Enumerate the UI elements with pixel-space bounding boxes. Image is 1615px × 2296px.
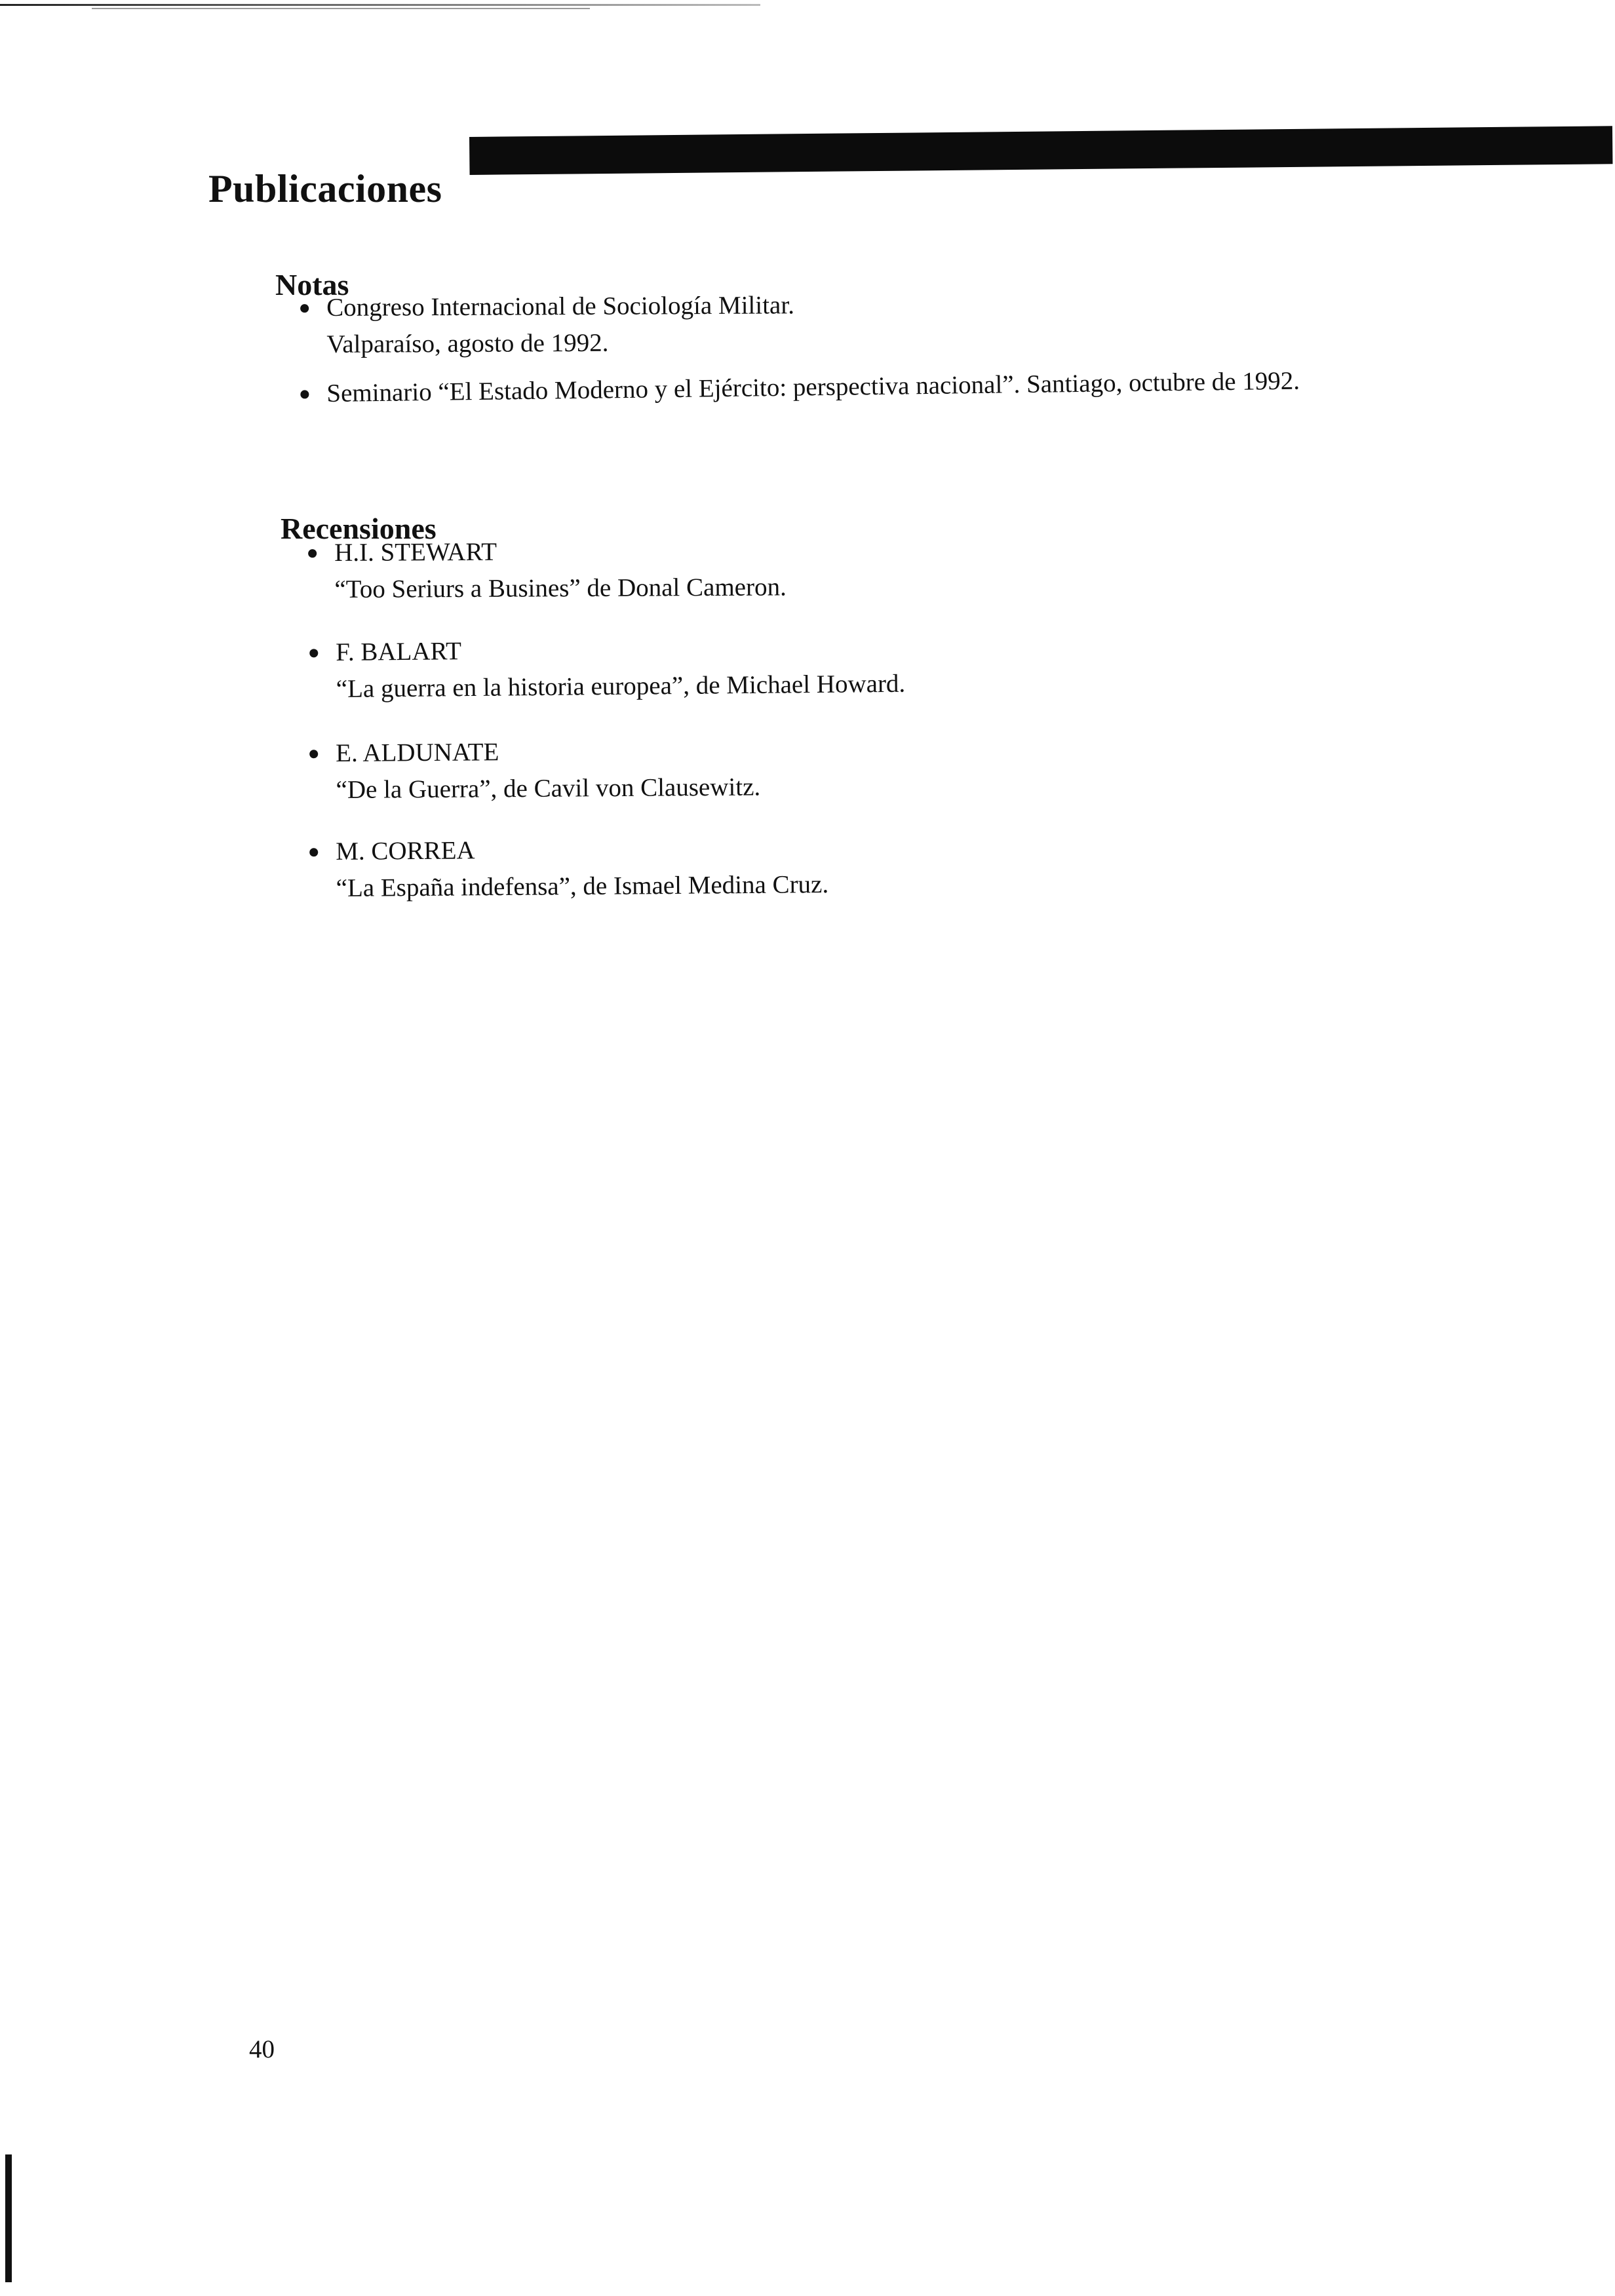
review-author: H.I. STEWART: [334, 537, 497, 567]
review-author: F. BALART: [336, 637, 462, 666]
section-title-notes: Notas: [275, 268, 349, 302]
title-bar-decoration: [469, 126, 1612, 175]
review-work: “La guerra en la historia europea”, de Michael Howard.: [336, 669, 906, 703]
bullet-icon: [309, 649, 318, 657]
note-line: Seminario “El Estado Moderno y el Ejército: perspectiva nacional”. Santiago, octubre de 1992.: [326, 366, 1300, 408]
notes-list-item: [326, 287, 794, 363]
scan-edge-rule-secondary: [92, 8, 590, 9]
review-author: E. ALDUNATE: [336, 738, 499, 767]
review-author: M. CORREA: [336, 836, 475, 866]
page-title: Publicaciones: [208, 167, 442, 211]
review-work: “De la Guerra”, de Cavil von Clausewitz.: [336, 773, 761, 804]
note-line: Valparaíso, agosto de 1992.: [326, 328, 609, 358]
scan-edge-mark: [5, 2154, 12, 2282]
review-list-item: [336, 629, 905, 708]
review-list-item: [334, 532, 787, 608]
scan-edge-rule: [0, 4, 760, 6]
bullet-icon: [309, 848, 318, 856]
page-number: 40: [249, 2035, 275, 2063]
review-list-item: [336, 732, 760, 809]
notes-list-item: [326, 363, 1300, 412]
review-list-item: [336, 830, 828, 907]
bullet-icon: [300, 390, 309, 398]
note-line: Congreso Internacional de Sociología Militar.: [326, 291, 794, 322]
bullet-icon: [309, 750, 318, 758]
review-work: “Too Seriurs a Busines” de Donal Cameron.: [334, 573, 787, 603]
bullet-icon: [308, 549, 317, 558]
section-title-reviews: Recensiones: [281, 512, 437, 546]
bullet-icon: [300, 304, 309, 313]
review-work: “La España indefensa”, de Ismael Medina Cruz.: [336, 870, 829, 902]
